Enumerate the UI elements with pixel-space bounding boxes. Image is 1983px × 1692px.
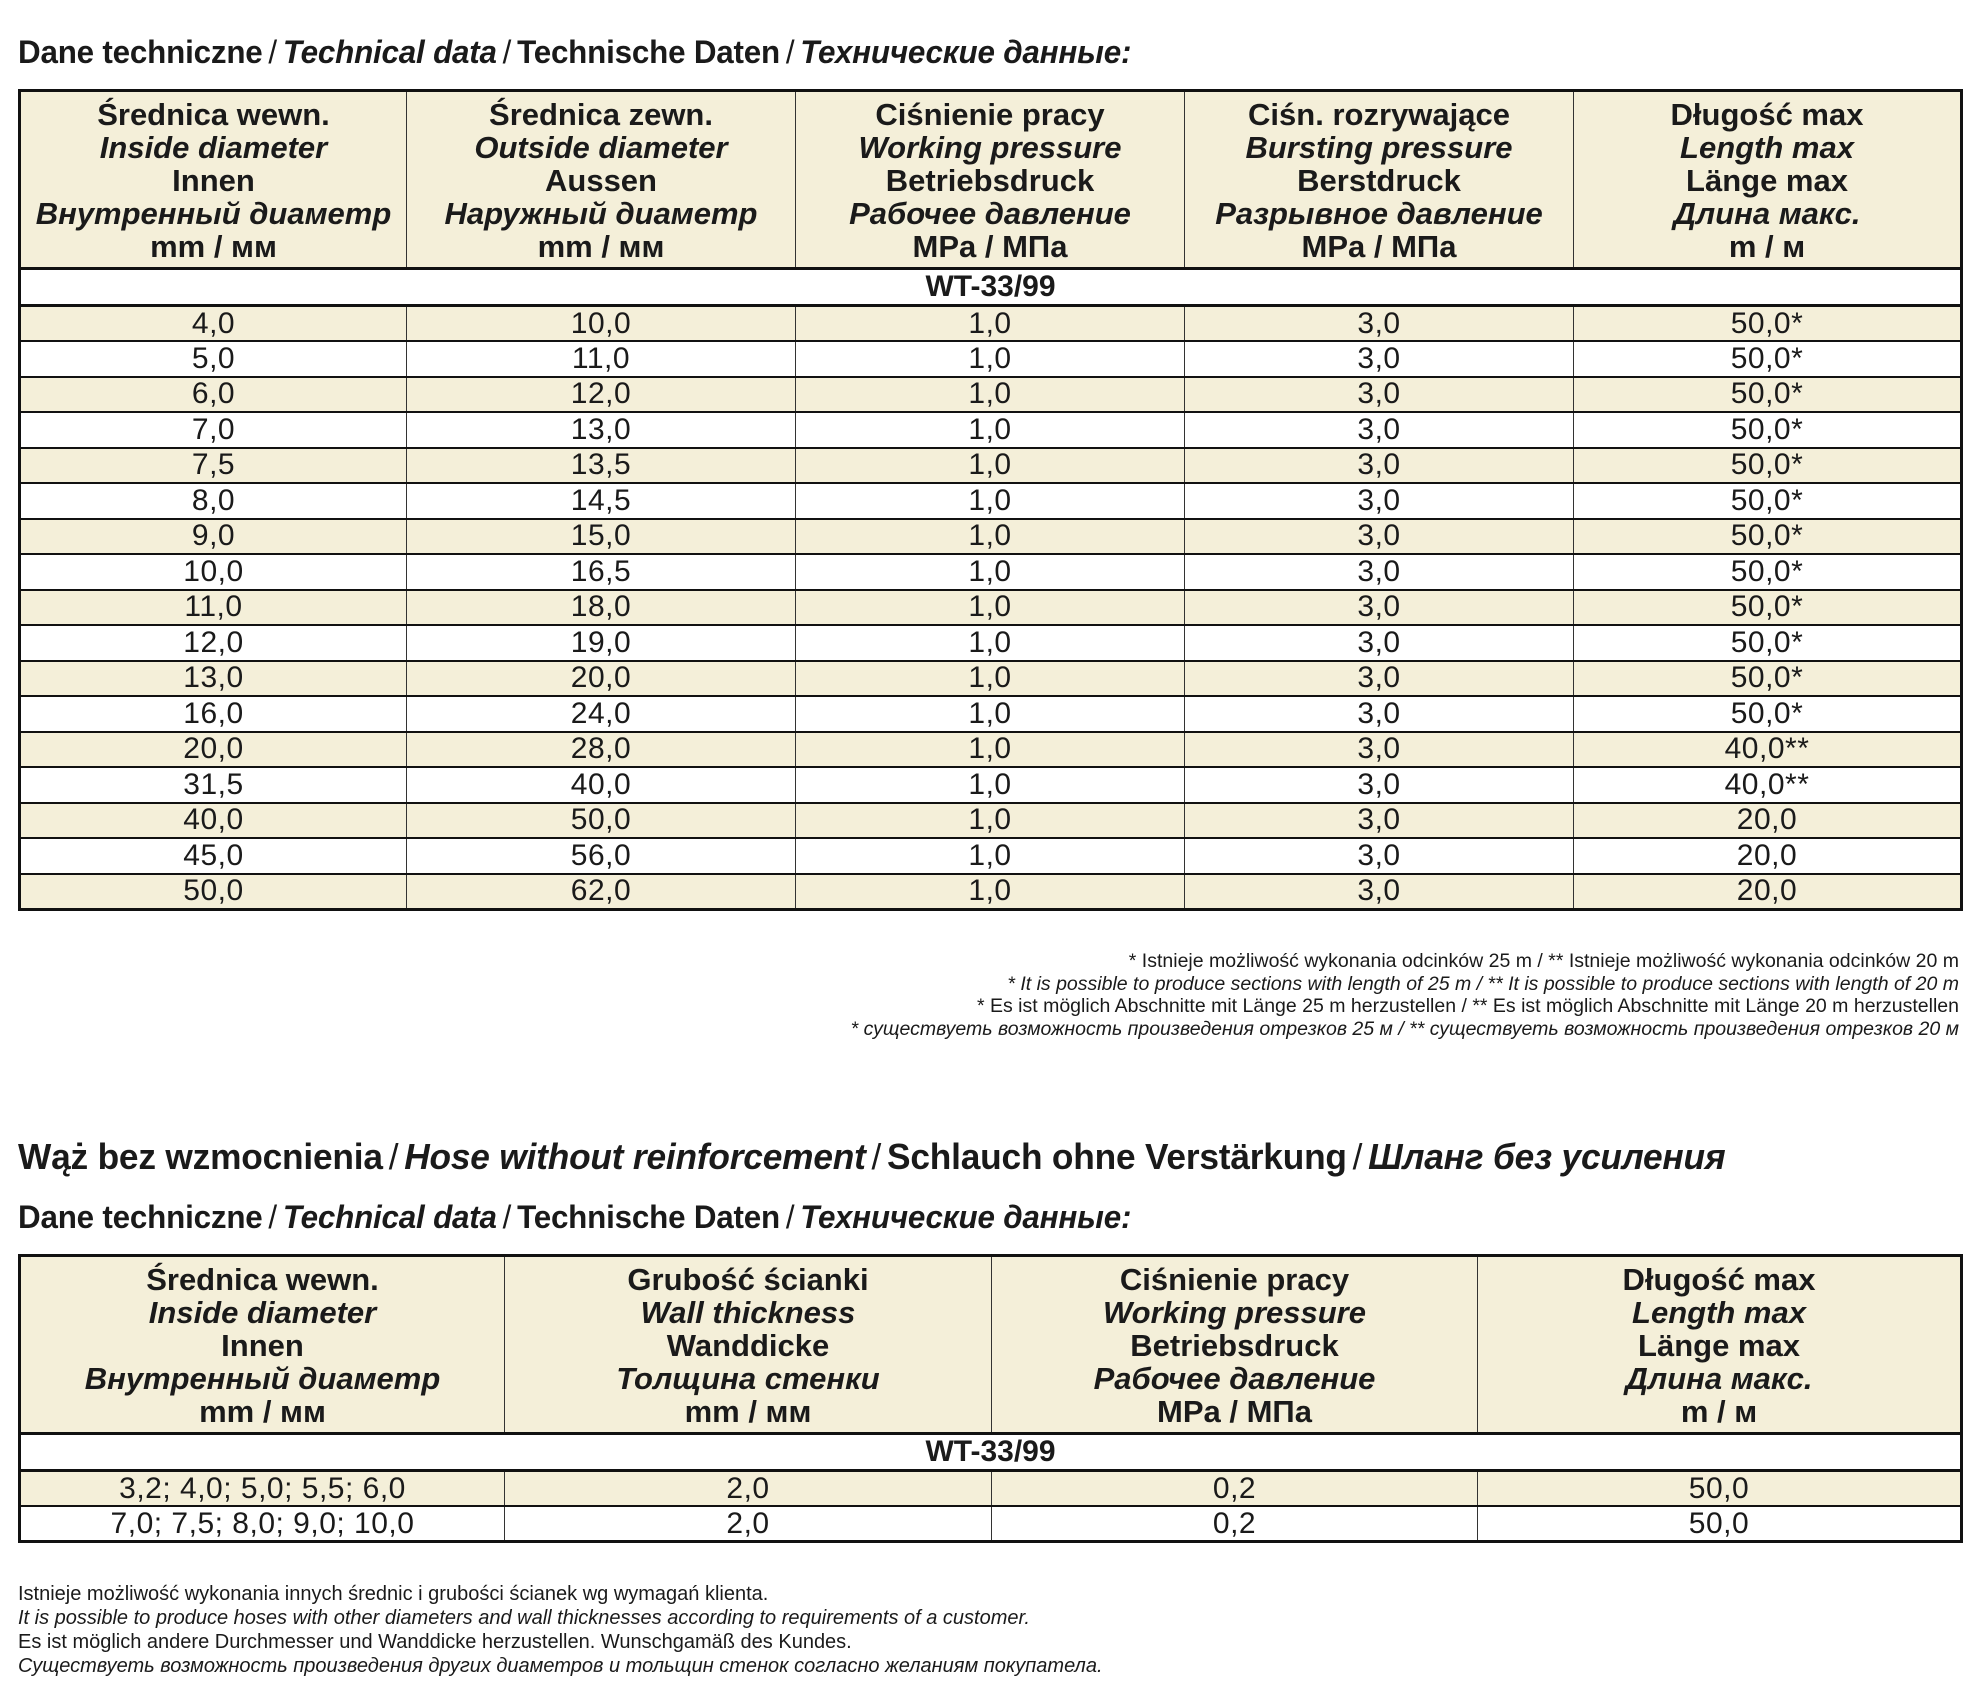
table-cell: 15,0: [407, 519, 796, 555]
column-header-ru: Толщина стенки: [616, 1361, 880, 1396]
series-row: [20, 1434, 1962, 1471]
table-row: [20, 803, 1962, 839]
table-cell: 1,0: [796, 732, 1185, 768]
section1-subtitle: Dane techniczne / Technical data / Technische Daten / Технические данные:: [18, 34, 1132, 70]
column-header-ru: Длина макс.: [1625, 1361, 1813, 1396]
table-cell: 13,5: [407, 448, 796, 484]
title-en: Hose without reinforcement: [404, 1136, 866, 1177]
column-header-pl: Średnica wewn.: [146, 1262, 379, 1297]
table-cell: 3,0: [1185, 803, 1574, 839]
table-cell: 50,0*: [1574, 696, 1962, 732]
table-cell: 3,0: [1185, 590, 1574, 626]
table-cell: 1,0: [796, 377, 1185, 413]
subtitle-de: Technische Daten: [517, 34, 780, 70]
table-cell: 20,0: [407, 661, 796, 697]
column-header-de: Betriebsdruck: [885, 163, 1095, 198]
column-header: [20, 91, 407, 269]
subtitle-en: Technical data: [282, 34, 497, 70]
column-header-unit: MPa / МПа: [1157, 1394, 1312, 1429]
column-header: [1574, 91, 1962, 269]
column-header-unit: mm / мм: [684, 1394, 812, 1429]
table-cell: 18,0: [407, 590, 796, 626]
note-pl: Istnieje możliwość wykonania innych średnic i grubości ścianek wg wymagań klienta.: [18, 1583, 769, 1605]
table-cell: 50,0*: [1574, 412, 1962, 448]
column-header-pl: Średnica zewn.: [489, 97, 713, 132]
section2-subtitle: Dane techniczne / Technical data / Technische Daten / Технические данные:: [18, 1199, 1132, 1235]
table-row: [20, 696, 1962, 732]
table-cell: 8,0: [20, 483, 407, 519]
column-header-de: Aussen: [545, 163, 657, 198]
column-header-pl: Długość max: [1670, 97, 1864, 132]
technical-data-table-reinforced: [18, 89, 1963, 911]
table-cell: 40,0: [20, 803, 407, 839]
column-header-en: Length max: [1632, 1295, 1806, 1330]
column-header-en: Inside diameter: [148, 1295, 377, 1330]
note-ru: Существуеть возможность произведения других диаметров и тольщин стенок согласно желаниям покупатела.: [18, 1655, 1103, 1677]
table-cell: 12,0: [20, 625, 407, 661]
table-row: [20, 341, 1962, 377]
column-header-de: Berstdruck: [1297, 163, 1461, 198]
column-header-de: Innen: [221, 1328, 304, 1363]
table-cell: 20,0: [20, 732, 407, 768]
table-cell: 50,0: [407, 803, 796, 839]
table-cell: 3,0: [1185, 448, 1574, 484]
table-cell: 3,0: [1185, 306, 1574, 342]
table-cell: 1,0: [796, 519, 1185, 555]
column-header-de: Länge max: [1686, 163, 1848, 198]
table-row: [20, 838, 1962, 874]
table-row: [20, 306, 1962, 342]
column-header-de: Betriebsdruck: [1130, 1328, 1339, 1363]
column-header-en: Bursting pressure: [1245, 130, 1513, 165]
title-de: Schlauch ohne Verstärkung: [887, 1136, 1347, 1177]
column-header-ru: Внутренный диаметр: [84, 1361, 441, 1396]
table-cell: 1,0: [796, 412, 1185, 448]
table-cell: 62,0: [407, 874, 796, 910]
table-cell: 1,0: [796, 696, 1185, 732]
table-header-row: [20, 1256, 1962, 1434]
subtitle-pl: Dane techniczne: [18, 34, 263, 70]
column-header-ru: Рабочее давление: [849, 196, 1131, 231]
table-cell: 50,0*: [1574, 341, 1962, 377]
table-cell: 3,2; 4,0; 5,0; 5,5; 6,0: [20, 1471, 505, 1507]
table-cell: 50,0*: [1574, 483, 1962, 519]
column-header: [1478, 1256, 1962, 1434]
column-header-en: Inside diameter: [99, 130, 328, 165]
table-cell: 1,0: [796, 625, 1185, 661]
column-header-ru: Длина макс.: [1673, 196, 1861, 231]
table-cell: 7,0; 7,5; 8,0; 9,0; 10,0: [20, 1506, 505, 1542]
table-row: [20, 1471, 1962, 1507]
table-cell: 50,0*: [1574, 625, 1962, 661]
table-cell: 3,0: [1185, 874, 1574, 910]
column-header-ru: Рабочее давление: [1093, 1361, 1376, 1396]
column-header-unit: mm / мм: [537, 229, 665, 264]
table-cell: 3,0: [1185, 554, 1574, 590]
table-cell: 3,0: [1185, 341, 1574, 377]
table-cell: 50,0*: [1574, 306, 1962, 342]
column-header-pl: Długość max: [1622, 1262, 1816, 1297]
table-row: [20, 1506, 1962, 1542]
table-cell: 31,5: [20, 767, 407, 803]
table-cell: 5,0: [20, 341, 407, 377]
table-cell: 50,0*: [1574, 448, 1962, 484]
subtitle-de: Technische Daten: [517, 1199, 780, 1235]
table-cell: 3,0: [1185, 767, 1574, 803]
table-cell: 3,0: [1185, 696, 1574, 732]
column-header-unit: m / м: [1680, 1394, 1758, 1429]
table-cell: 1,0: [796, 590, 1185, 626]
column-header-en: Working pressure: [858, 130, 1122, 165]
table-cell: 4,0: [20, 306, 407, 342]
table-cell: 1,0: [796, 483, 1185, 519]
column-header-en: Wall thickness: [640, 1295, 856, 1330]
table-cell: 40,0**: [1574, 732, 1962, 768]
table-cell: 9,0: [20, 519, 407, 555]
table-cell: 1,0: [796, 874, 1185, 910]
column-header-unit: mm / мм: [199, 1394, 326, 1429]
column-header-de: Innen: [172, 163, 255, 198]
table-cell: 20,0: [1574, 803, 1962, 839]
column-header-de: Länge max: [1638, 1328, 1800, 1363]
table-cell: 1,0: [796, 661, 1185, 697]
table-row: [20, 448, 1962, 484]
table-cell: 16,0: [20, 696, 407, 732]
table-cell: 3,0: [1185, 838, 1574, 874]
column-header-ru: Наружный диаметр: [444, 196, 758, 231]
footnote-en: * It is possible to produce sections with length of 25 m / ** It is possible to produce sections with length of 20 m: [1007, 973, 1959, 995]
subtitle-pl: Dane techniczne: [18, 1199, 263, 1235]
table-cell: 3,0: [1185, 412, 1574, 448]
table-cell: 20,0: [1574, 874, 1962, 910]
title-pl: Wąż bez wzmocnienia: [18, 1136, 383, 1177]
column-header-pl: Ciśn. rozrywające: [1248, 97, 1510, 132]
table-cell: 13,0: [407, 412, 796, 448]
table-cell: 50,0*: [1574, 377, 1962, 413]
table-cell: 50,0*: [1574, 519, 1962, 555]
subtitle-ru: Технические данные:: [800, 1199, 1132, 1235]
note-en: It is possible to produce hoses with other diameters and wall thicknesses according to requirements of a customer.: [18, 1607, 1030, 1629]
table-cell: 1,0: [796, 803, 1185, 839]
table-cell: 50,0*: [1574, 661, 1962, 697]
column-header-pl: Ciśnienie pracy: [875, 97, 1105, 132]
series-row: [20, 269, 1962, 306]
table-row: [20, 661, 1962, 697]
table-row: [20, 874, 1962, 910]
table-cell: 50,0: [20, 874, 407, 910]
table-header-row: [20, 91, 1962, 269]
section2-title: Wąż bez wzmocnienia / Hose without reinforcement / Schlauch ohne Verstärkung / Шланг без усиления: [18, 1136, 1726, 1177]
table-cell: 1,0: [796, 448, 1185, 484]
column-header: [1185, 91, 1574, 269]
table-cell: 1,0: [796, 554, 1185, 590]
table-cell: 50,0: [1478, 1471, 1962, 1507]
table-cell: 0,2: [992, 1471, 1478, 1507]
column-header-en: Length max: [1680, 130, 1854, 165]
column-header: [407, 91, 796, 269]
series-label: WT-33/99: [20, 1434, 1962, 1471]
table-cell: 3,0: [1185, 483, 1574, 519]
column-header-en: Working pressure: [1102, 1295, 1366, 1330]
table-row: [20, 483, 1962, 519]
table-cell: 14,5: [407, 483, 796, 519]
column-header-unit: m / м: [1728, 229, 1806, 264]
table-cell: 28,0: [407, 732, 796, 768]
table-cell: 3,0: [1185, 377, 1574, 413]
table-cell: 16,5: [407, 554, 796, 590]
column-header-ru: Разрывное давление: [1215, 196, 1543, 231]
column-header-unit: MPa / МПа: [912, 229, 1068, 264]
table-cell: 50,0*: [1574, 590, 1962, 626]
table-row: [20, 590, 1962, 626]
table-cell: 40,0: [407, 767, 796, 803]
technical-data-table-unreinforced: [18, 1254, 1963, 1543]
table-cell: 10,0: [20, 554, 407, 590]
title-ru: Шланг без усиления: [1368, 1136, 1726, 1177]
subtitle-ru: Технические данные:: [800, 34, 1132, 70]
column-header-unit: mm / мм: [150, 229, 277, 264]
table-cell: 3,0: [1185, 661, 1574, 697]
table-cell: 24,0: [407, 696, 796, 732]
table-row: [20, 519, 1962, 555]
table-cell: 45,0: [20, 838, 407, 874]
table-cell: 3,0: [1185, 732, 1574, 768]
table-cell: 19,0: [407, 625, 796, 661]
table-cell: 40,0**: [1574, 767, 1962, 803]
series-label: WT-33/99: [20, 269, 1962, 306]
note-de: Es ist möglich andere Durchmesser und Wanddicke herzustellen. Wunschgamäß des Kundes.: [18, 1631, 852, 1653]
column-header-unit: MPa / МПа: [1301, 229, 1457, 264]
table-cell: 50,0*: [1574, 554, 1962, 590]
table-row: [20, 732, 1962, 768]
table-cell: 10,0: [407, 306, 796, 342]
table-row: [20, 625, 1962, 661]
table-cell: 20,0: [1574, 838, 1962, 874]
table-row: [20, 377, 1962, 413]
column-header-en: Outside diameter: [474, 130, 728, 165]
footnote-de: * Es ist möglich Abschnitte mit Länge 25 m herzustellen / ** Es ist möglich Abschnitte mit Länge 20 m herzustellen: [977, 995, 1959, 1017]
table-cell: 6,0: [20, 377, 407, 413]
table-cell: 13,0: [20, 661, 407, 697]
table-cell: 1,0: [796, 838, 1185, 874]
table-cell: 50,0: [1478, 1506, 1962, 1542]
table-row: [20, 767, 1962, 803]
footnote-ru: * существуеть возможность произведения отрезков 25 м / ** существуеть возможность произведения отрезков 20 м: [850, 1018, 1959, 1040]
table-row: [20, 412, 1962, 448]
table-cell: 56,0: [407, 838, 796, 874]
table-cell: 3,0: [1185, 625, 1574, 661]
column-header: [992, 1256, 1478, 1434]
table-cell: 1,0: [796, 341, 1185, 377]
table-cell: 3,0: [1185, 519, 1574, 555]
table-cell: 0,2: [992, 1506, 1478, 1542]
table-cell: 2,0: [505, 1506, 992, 1542]
table-cell: 11,0: [20, 590, 407, 626]
table-cell: 7,0: [20, 412, 407, 448]
column-header-pl: Grubość ścianki: [627, 1262, 869, 1297]
table-cell: 11,0: [407, 341, 796, 377]
table-cell: 12,0: [407, 377, 796, 413]
column-header: [796, 91, 1185, 269]
table-cell: 1,0: [796, 306, 1185, 342]
column-header-pl: Ciśnienie pracy: [1119, 1262, 1350, 1297]
table-cell: 2,0: [505, 1471, 992, 1507]
column-header-de: Wanddicke: [666, 1328, 830, 1363]
column-header-ru: Внутренный диаметр: [35, 196, 392, 231]
table-row: [20, 554, 1962, 590]
footnote-pl: * Istnieje możliwość wykonania odcinków 25 m / ** Istnieje możliwość wykonania odcinków 20 m: [1128, 950, 1959, 972]
subtitle-en: Technical data: [282, 1199, 497, 1235]
column-header-pl: Średnica wewn.: [97, 97, 330, 132]
table-cell: 1,0: [796, 767, 1185, 803]
table-cell: 7,5: [20, 448, 407, 484]
column-header: [505, 1256, 992, 1434]
column-header: [20, 1256, 505, 1434]
